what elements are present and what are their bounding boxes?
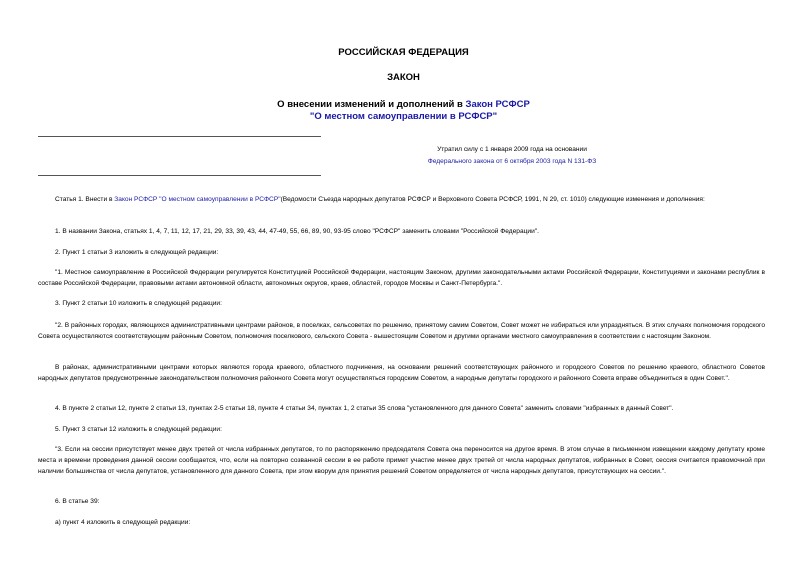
paragraph-item-5: 5. Пункт 3 статьи 12 изложить в следующей редакции: [55, 426, 222, 433]
article-1-paragraph [38, 194, 765, 205]
paragraph-item-6a: а) пункт 4 изложить в следующей редакции: [55, 519, 191, 526]
paragraph-item-2-text: "1. Местное самоуправление в Российской Федерации регулируется Конституцией Российской Федерации, настоящим Законом, другими законодательными актами Российской Федерации, Конституциями и законами республик в составе Российской Федерации, правовыми актами автономной области, автономных округов, краев, областей, городов Москвы и Санкт-Петербурга.". [38, 269, 765, 287]
law-title [0, 99, 807, 123]
paragraph-item-3-cont: В районах, административными центрами которых являются города краевого, областного подчинения, на основании решений соответствующих районного и городского Советов по решению краевого, областного Советов народных депутатов предусмотренные законодательством полномочия районного Совета могут осуществляться городским Советом, а народные депутаты городского и районного Совета вправе объединиться в один Совет.". [38, 364, 765, 382]
paragraph-item-6: 6. В статье 39: [55, 498, 100, 505]
status-link-text[interactable]: Федерального закона от 6 октября 2003 года N 131-ФЗ [427, 158, 597, 165]
paragraph-item-2: 2. Пункт 1 статьи 3 изложить в следующей редакции: [55, 249, 219, 256]
title-link-name[interactable]: "О местном самоуправлении в РСФСР" [309, 111, 498, 122]
country-heading: РОССИЙСКАЯ ФЕДЕРАЦИЯ [338, 47, 469, 58]
divider-top [38, 136, 321, 137]
status-line-1: Утратил силу с 1 января 2009 года на основании [437, 146, 587, 153]
paragraph-item-5-text: "3. Если на сессии присутствует менее двух третей от числа избранных депутатов, то по распоряжению председателя Совета она переносится на другое время. В этом случае в письменном извещении каждому депутату кроме места и времени проведения данной сессии сообщается, что, если на повторно созванной сессии в ее работе примет участие менее двух третей от числа народных депутатов, избранных в Совет, сессия считается правомочной при наличии большинства от числа депутатов, установленного для данного Совета, при этом кворум для принятия решений Советом определяется от числа народных депутатов, присутствующих на сессии.". [38, 446, 765, 475]
paragraph-item-4: 4. В пункте 2 статьи 12, пункте 2 статьи 13, пунктах 2-5 статьи 18, пункте 4 статьи 34, пунктах 1, 2 статьи 35 слова "установленного для данного Совета" заменить словами "избранных в данный Совет". [55, 405, 674, 412]
paragraph-item-1: 1. В названии Закона, статьях 1, 4, 7, 11, 12, 17, 21, 29, 33, 39, 43, 44, 47-49, 55, 66, 89, 90, 93-95 слово "РСФСР" заменить словами "Российской Федерации". [55, 228, 539, 235]
title-link-law[interactable]: Закон РСФСР [465, 99, 530, 110]
paragraph-item-3-text: "2. В районных городах, являющихся административными центрами районов, в поселках, сельсоветах по решению, принятому самим Советом, Совет может не избираться или упраздняться. В этих случаях полномочия городского Совета осуществляются соответствующим районным Советом, полномочия поселкового, сельского Совета - вышестоящим Советом и другими органами местного самоуправления в соответствии с настоящим Законом. [38, 322, 765, 340]
article-1-prefix: Статья 1. Внести в [55, 196, 115, 203]
divider-bottom [38, 175, 321, 176]
article-1-law-link[interactable]: Закон РСФСР "О местном самоуправлении в РСФСР" [114, 196, 281, 203]
status-link[interactable] [300, 157, 724, 166]
article-1-suffix: (Ведомости Съезда народных депутатов РСФСР и Верховного Совета РСФСР, 1991, N 29, ст. 1010) следующие изменения и дополнения: [280, 196, 705, 203]
paragraph-item-3: 3. Пункт 2 статьи 10 изложить в следующей редакции: [55, 300, 222, 307]
title-prefix: О внесении изменений и дополнений в [277, 99, 466, 110]
doc-type-heading: ЗАКОН [387, 72, 420, 83]
